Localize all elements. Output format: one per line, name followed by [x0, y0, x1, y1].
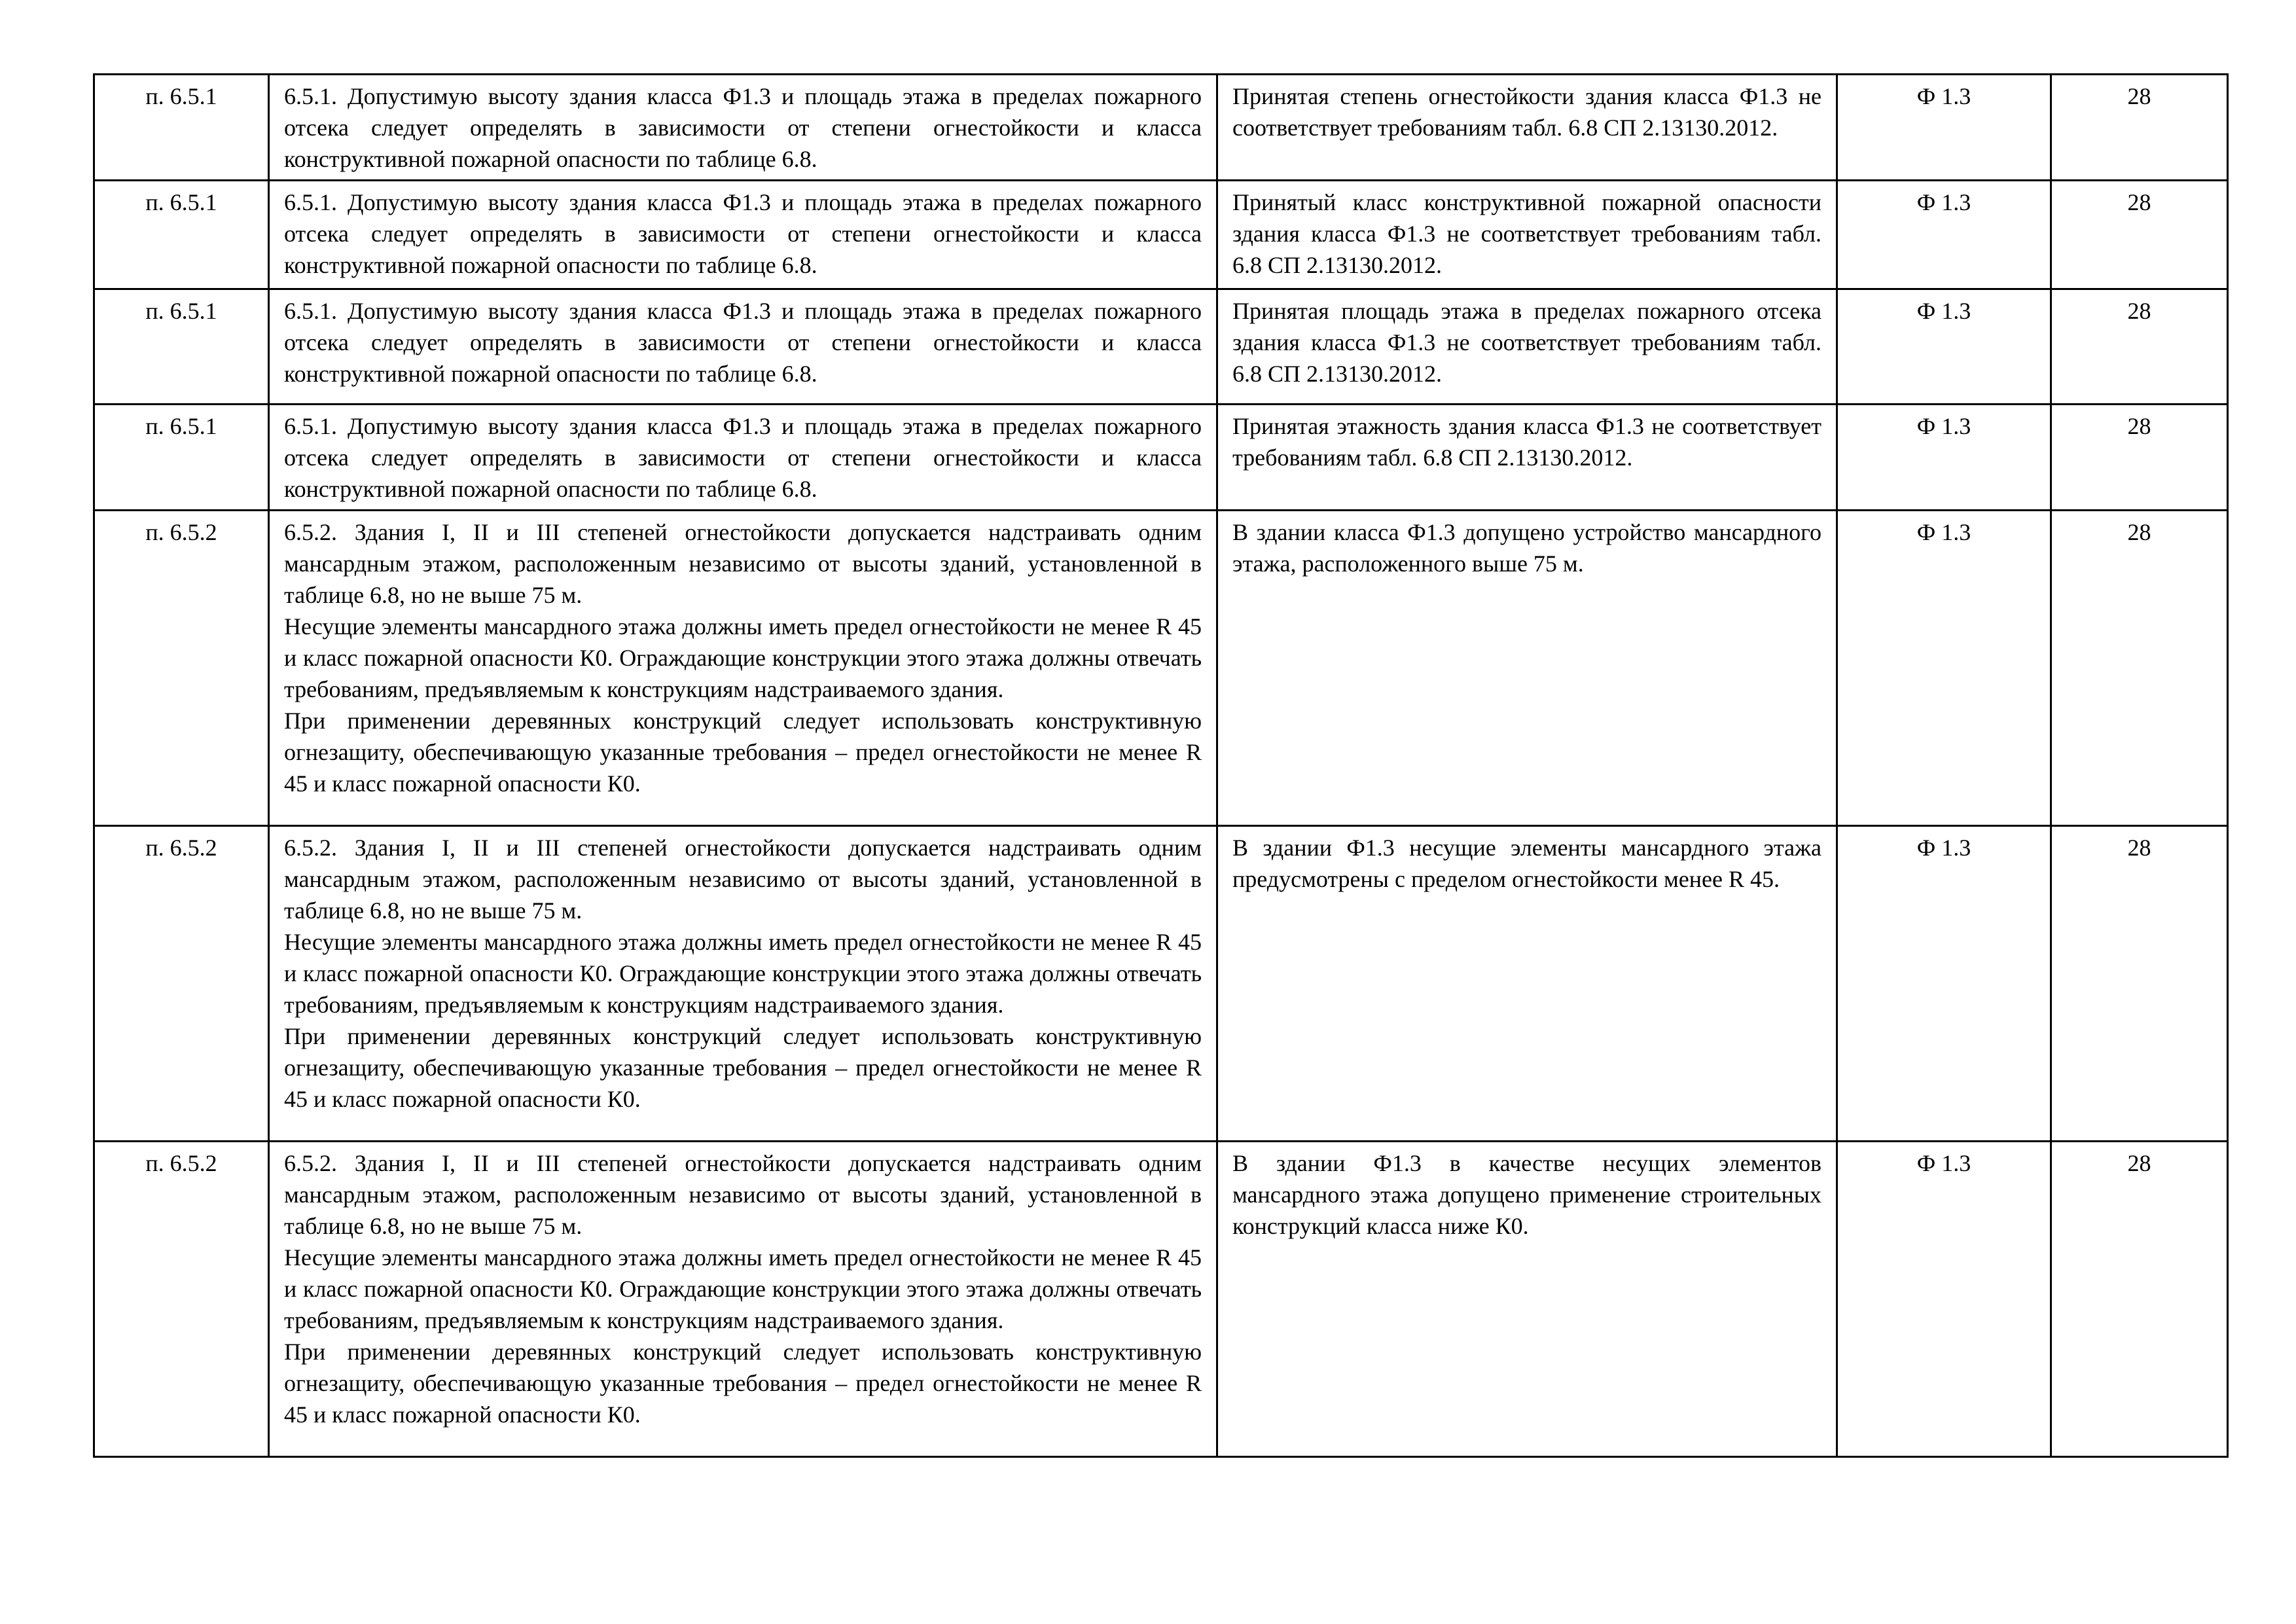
clause-cell: п. 6.5.1 — [94, 405, 269, 511]
functional-class-cell: Ф 1.3 — [1837, 511, 2051, 826]
page-number-cell: 28 — [2051, 1142, 2228, 1457]
violation-cell — [1217, 75, 1837, 181]
table-row — [94, 826, 2228, 1142]
norm-paragraph: Несущие элементы мансардного этажа должны иметь предел огнестойкости не менее R 45 и класс пожарной опасности К0. Ограждающие конструкции этого этажа должны отвечать требованиям, предъявляемым к конструкциям надстраиваемого здания. — [284, 1244, 1202, 1333]
norm-paragraph: 6.5.1. Допустимую высоту здания класса Ф1.3 и площадь этажа в пределах пожарного отсека следует определять в зависимости от степени огнестойкости и класса конструктивной пожарной опасности по таблице 6.8. — [284, 189, 1202, 278]
norm-paragraph: Несущие элементы мансардного этажа должны иметь предел огнестойкости не менее R 45 и класс пожарной опасности К0. Ограждающие конструкции этого этажа должны отвечать требованиям, предъявляемым к конструкциям надстраиваемого здания. — [284, 613, 1202, 702]
page-number-cell: 28 — [2051, 75, 2228, 181]
violation-cell — [1217, 826, 1837, 1142]
functional-class-cell: Ф 1.3 — [1837, 405, 2051, 511]
functional-class-cell: Ф 1.3 — [1837, 75, 2051, 181]
page-number-cell: 28 — [2051, 826, 2228, 1142]
functional-class-cell: Ф 1.3 — [1837, 826, 2051, 1142]
norm-text-cell — [269, 511, 1217, 826]
violation-cell — [1217, 405, 1837, 511]
norm-text-cell — [269, 289, 1217, 405]
norm-text-cell — [269, 181, 1217, 289]
violation-cell — [1217, 1142, 1837, 1457]
page-number-cell: 28 — [2051, 511, 2228, 826]
norm-paragraph: 6.5.1. Допустимую высоту здания класса Ф1.3 и площадь этажа в пределах пожарного отсека следует определять в зависимости от степени огнестойкости и класса конструктивной пожарной опасности по таблице 6.8. — [284, 298, 1202, 387]
norm-paragraph: 6.5.1. Допустимую высоту здания класса Ф1.3 и площадь этажа в пределах пожарного отсека следует определять в зависимости от степени огнестойкости и класса конструктивной пожарной опасности по таблице 6.8. — [284, 413, 1202, 502]
violation-text: В здании Ф1.3 несущие элементы мансардного этажа предусмотрены с пределом огнестойкости менее R 45. — [1232, 835, 1821, 892]
functional-class-cell: Ф 1.3 — [1837, 289, 2051, 405]
norm-text-cell — [269, 1142, 1217, 1457]
norm-paragraph: При применении деревянных конструкций следует использовать конструктивную огнезащиту, обеспечивающую указанные требования – предел огнестойкости не менее R 45 и класс пожарной опасности К0. — [284, 1023, 1202, 1112]
violation-cell — [1217, 511, 1837, 826]
violation-text: Принятая площадь этажа в пределах пожарного отсека здания класса Ф1.3 не соответствует требованиям табл. 6.8 СП 2.13130.2012. — [1232, 298, 1821, 387]
norm-paragraph: 6.5.2. Здания I, II и III степеней огнестойкости допускается надстраивать одним мансардным этажом, расположенным независимо от высоты зданий, установленной в таблице 6.8, но не выше 75 м. — [284, 519, 1202, 608]
norm-paragraph: 6.5.2. Здания I, II и III степеней огнестойкости допускается надстраивать одним мансардным этажом, расположенным независимо от высоты зданий, установленной в таблице 6.8, но не выше 75 м. — [284, 835, 1202, 924]
violation-text: Принятая этажность здания класса Ф1.3 не соответствует требованиям табл. 6.8 СП 2.13130.2012. — [1232, 413, 1821, 471]
violation-text: В здании класса Ф1.3 допущено устройство мансардного этажа, расположенного выше 75 м. — [1232, 519, 1821, 577]
violation-text: Принятый класс конструктивной пожарной опасности здания класса Ф1.3 не соответствует требованиям табл. 6.8 СП 2.13130.2012. — [1232, 189, 1821, 278]
violation-text: Принятая степень огнестойкости здания класса Ф1.3 не соответствует требованиям табл. 6.8 СП 2.13130.2012. — [1232, 83, 1821, 141]
clause-cell: п. 6.5.2 — [94, 1142, 269, 1457]
page-number-cell: 28 — [2051, 289, 2228, 405]
norm-text-cell — [269, 405, 1217, 511]
norm-text-cell — [269, 826, 1217, 1142]
functional-class-cell: Ф 1.3 — [1837, 181, 2051, 289]
table-row — [94, 405, 2228, 511]
clause-cell: п. 6.5.2 — [94, 826, 269, 1142]
violation-cell — [1217, 181, 1837, 289]
requirements-table — [93, 73, 2229, 1458]
page-number-cell: 28 — [2051, 405, 2228, 511]
clause-cell: п. 6.5.1 — [94, 181, 269, 289]
table-row — [94, 511, 2228, 826]
norm-paragraph: 6.5.2. Здания I, II и III степеней огнестойкости допускается надстраивать одним мансардным этажом, расположенным независимо от высоты зданий, установленной в таблице 6.8, но не выше 75 м. — [284, 1150, 1202, 1239]
violation-cell — [1217, 289, 1837, 405]
norm-paragraph: 6.5.1. Допустимую высоту здания класса Ф1.3 и площадь этажа в пределах пожарного отсека следует определять в зависимости от степени огнестойкости и класса конструктивной пожарной опасности по таблице 6.8. — [284, 83, 1202, 172]
violation-text: В здании Ф1.3 в качестве несущих элементов мансардного этажа допущено применение строительных конструкций класса ниже К0. — [1232, 1150, 1821, 1239]
table-row — [94, 289, 2228, 405]
table-row — [94, 75, 2228, 181]
clause-cell: п. 6.5.2 — [94, 511, 269, 826]
norm-paragraph: Несущие элементы мансардного этажа должны иметь предел огнестойкости не менее R 45 и класс пожарной опасности К0. Ограждающие конструкции этого этажа должны отвечать требованиям, предъявляемым к конструкциям надстраиваемого здания. — [284, 929, 1202, 1018]
norm-paragraph: При применении деревянных конструкций следует использовать конструктивную огнезащиту, обеспечивающую указанные требования – предел огнестойкости не менее R 45 и класс пожарной опасности К0. — [284, 1339, 1202, 1428]
page-number-cell: 28 — [2051, 181, 2228, 289]
clause-cell: п. 6.5.1 — [94, 75, 269, 181]
table-row — [94, 1142, 2228, 1457]
norm-paragraph: При применении деревянных конструкций следует использовать конструктивную огнезащиту, обеспечивающую указанные требования – предел огнестойкости не менее R 45 и класс пожарной опасности К0. — [284, 708, 1202, 797]
norm-text-cell — [269, 75, 1217, 181]
functional-class-cell: Ф 1.3 — [1837, 1142, 2051, 1457]
clause-cell: п. 6.5.1 — [94, 289, 269, 405]
table-row — [94, 181, 2228, 289]
